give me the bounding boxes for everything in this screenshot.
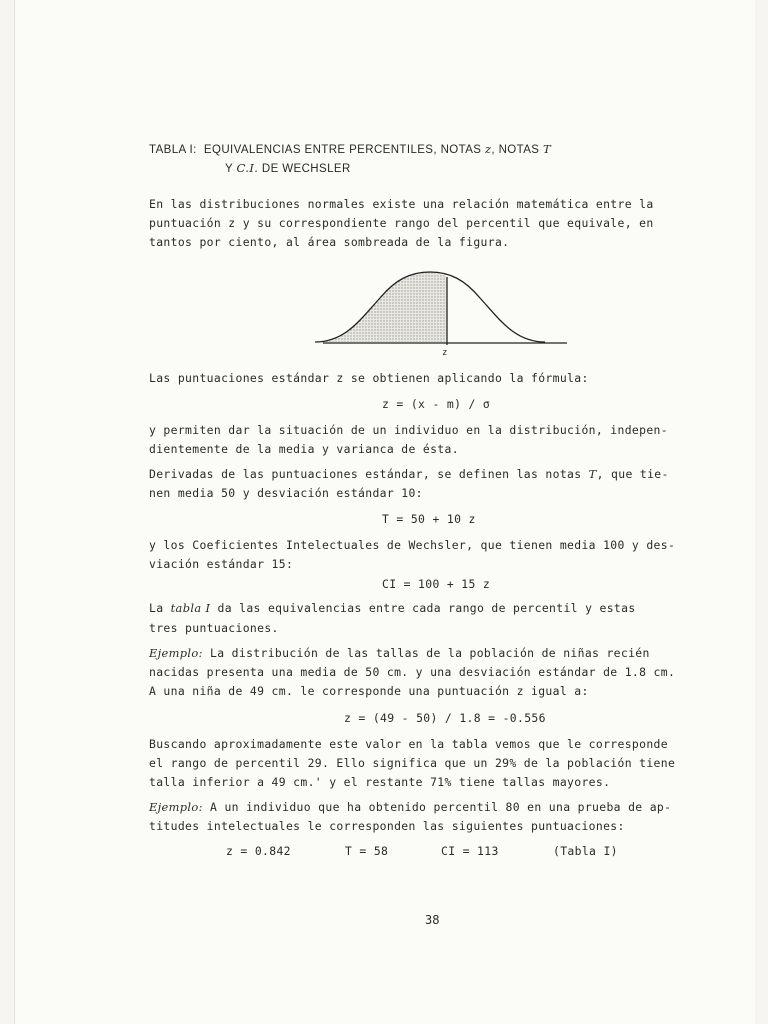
tabla-line-2: tres puntuaciones. — [149, 621, 279, 635]
z-axis-label: z — [442, 348, 448, 358]
example-label: Ejemplo: — [149, 800, 203, 814]
example2-line-2: titudes intelectuales le corresponden las siguientes puntuaciones: — [149, 819, 625, 833]
buscando-line-3: talla inferior a 49 cm.' y el restante 71% tiene tallas mayores. — [149, 775, 611, 789]
intro-line-3: tantos por ciento, al área sombreada de la figura. — [149, 235, 510, 249]
example2-line-1: Ejemplo: A un individuo que ha obtenido percentil 80 en una prueba de ap- — [149, 800, 672, 814]
intro-line-2: puntuación z y su correspondiente rango del percentil que equivale, en — [149, 216, 654, 230]
table-title-line-1: TABLA I: EQUIVALENCIAS ENTRE PERCENTILES, NOTAS z, NOTAS T — [149, 142, 552, 156]
result-t: T = 58 — [345, 844, 389, 858]
buscando-line-1: Buscando aproximadamente este valor en la tabla vemos que le corresponde — [149, 737, 668, 751]
formula-example: z = (49 - 50) / 1.8 = -0.556 — [344, 711, 546, 725]
situacion-line-2: dientemente de la media y varianca de ésta. — [149, 442, 459, 456]
buscando-line-2: el rango de percentil 29. Ello significa que un 29% de la población tiene — [149, 756, 676, 770]
document-page — [14, 0, 755, 1024]
coef-line-1: y los Coeficientes Intelectuales de Wechsler, que tienen media 100 y des- — [149, 538, 676, 552]
shaded-area — [315, 272, 447, 342]
tabla-line-1: La tabla I da las equivalencias entre cada rango de percentil y estas — [149, 601, 636, 615]
normal-distribution-figure — [305, 260, 575, 360]
example1-line-2: nacidas presenta una media de 50 cm. y una desviación estándar de 1.8 cm. — [149, 665, 676, 679]
intro-line-1: En las distribuciones normales existe una relación matemática entre la — [149, 197, 654, 211]
formula-ci: CI = 100 + 15 z — [382, 577, 491, 591]
derivadas-line-2: nen media 50 y desviación estándar 10: — [149, 486, 423, 500]
table-title-line-2: Y C.I. DE WECHSLER — [225, 161, 351, 175]
situacion-line-1: y permiten dar la situación de un individuo en la distribución, indepen- — [149, 423, 668, 437]
formula-z: z = (x - m) / σ — [382, 397, 491, 411]
coef-line-2: viación estándar 15: — [149, 557, 294, 571]
result-table-ref: (Tabla I) — [553, 844, 618, 858]
formula-intro: Las puntuaciones estándar z se obtienen aplicando la fórmula: — [149, 371, 589, 385]
formula-t: T = 50 + 10 z — [382, 512, 476, 526]
result-z: z = 0.842 — [226, 844, 291, 858]
example1-line-1: Ejemplo: La distribución de las tallas de la población de niñas recién — [149, 646, 650, 660]
result-ci: CI = 113 — [441, 844, 499, 858]
example-label: Ejemplo: — [149, 646, 203, 660]
page-number: 38 — [425, 913, 440, 927]
example1-line-3: A una niña de 49 cm. le corresponde una puntuación z igual a: — [149, 684, 589, 698]
derivadas-line-1: Derivadas de las puntuaciones estándar, se definen las notas T, que tie- — [149, 467, 669, 481]
